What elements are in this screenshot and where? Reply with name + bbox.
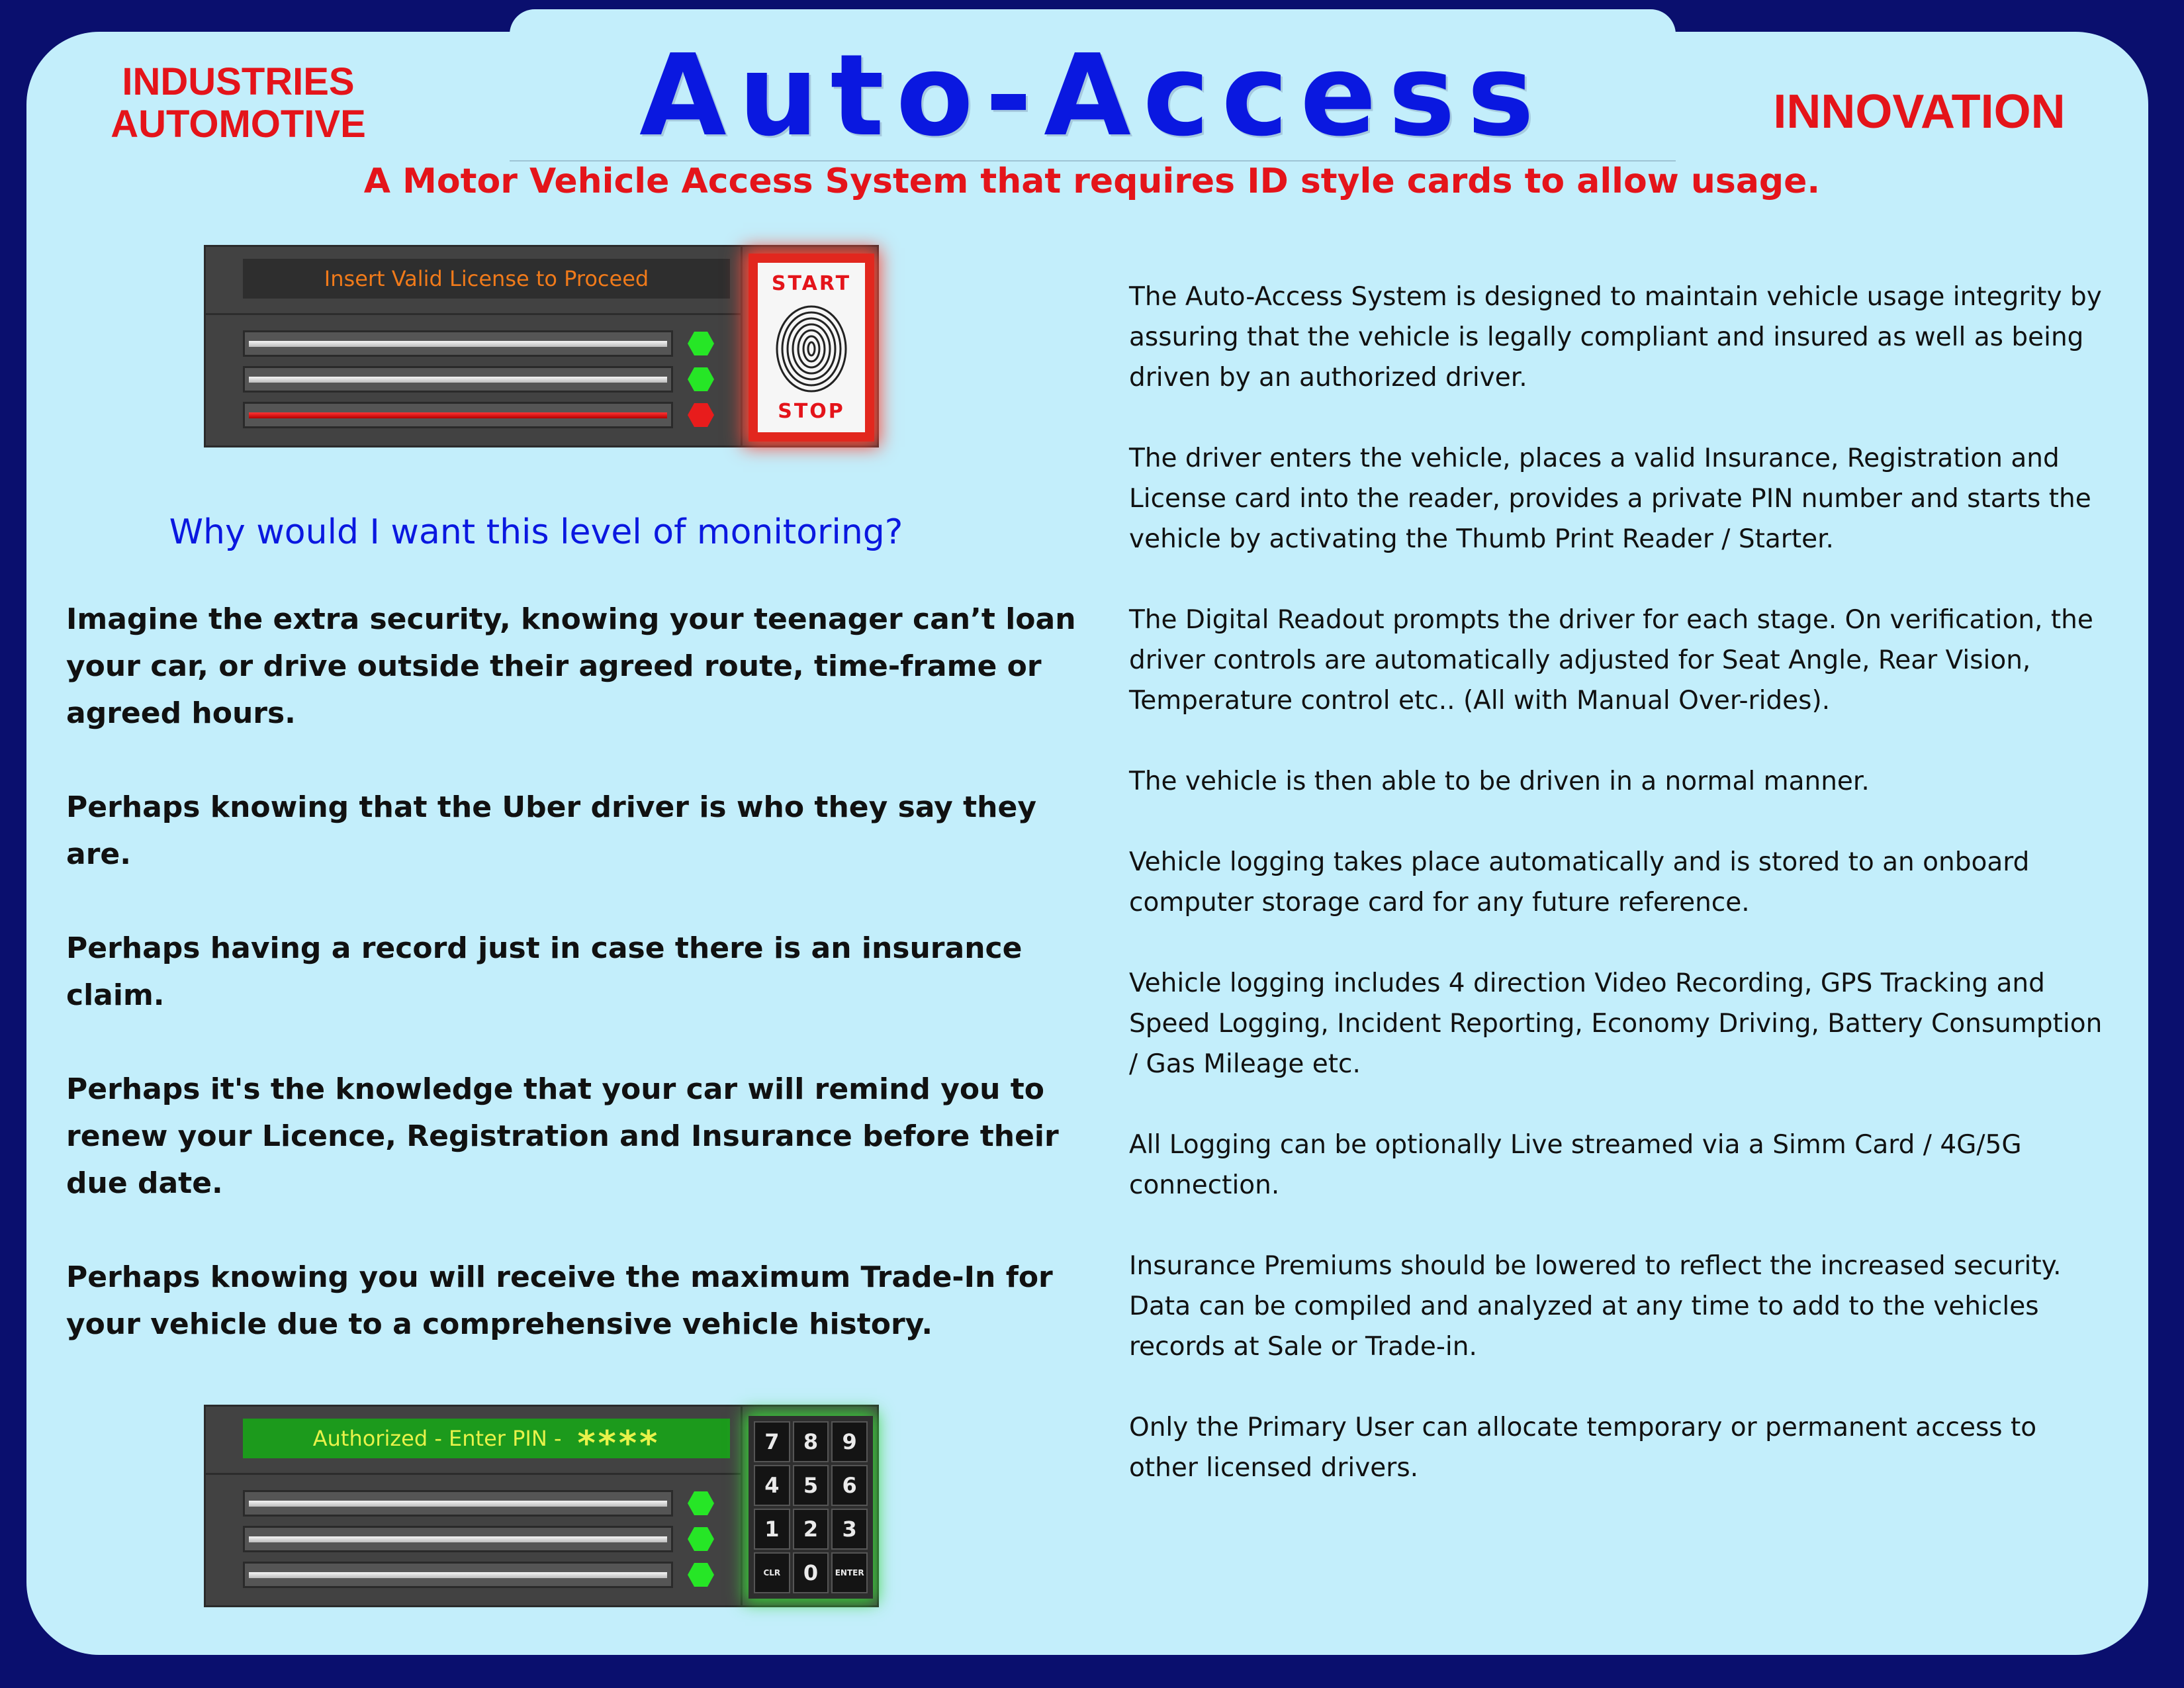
digital-readout xyxy=(243,1419,730,1464)
description-paragraph: Only the Primary User can allocate temporary or permanent access to other licensed drivers. xyxy=(1129,1413,2037,1483)
starter-stop-label: STOP xyxy=(778,400,845,423)
device-vdivider xyxy=(741,1407,743,1605)
pin-keypad xyxy=(749,1416,873,1599)
status-led-green xyxy=(688,366,714,393)
keypad-key-6[interactable]: 6 xyxy=(831,1465,868,1506)
card-slot-registration[interactable] xyxy=(243,1526,673,1552)
keypad-enter-button[interactable]: ENTER xyxy=(831,1552,868,1593)
status-led-green xyxy=(688,1526,714,1552)
industry-line2: AUTOMOTIVE xyxy=(111,103,366,146)
card-slot-insurance[interactable] xyxy=(243,1490,673,1517)
keypad-key-0[interactable]: 0 xyxy=(793,1552,829,1593)
industry-label xyxy=(99,61,377,146)
description-paragraph: The Digital Readout prompts the driver for each stage. On verification, the driver controls are automatically adjusted for Seat Angle, Rear Vision, Temperature control etc.. (All with Manual Over-rides). xyxy=(1129,605,2093,716)
page-subtitle: A Motor Vehicle Access System that requires ID style cards to allow usage. xyxy=(363,162,1821,201)
keypad-key-2[interactable]: 2 xyxy=(793,1509,829,1550)
description-paragraph: All Logging can be optionally Live streamed via a Simm Card / 4G/5G connection. xyxy=(1129,1130,2022,1200)
keypad-key-9[interactable]: 9 xyxy=(831,1421,868,1462)
card-slot-license[interactable] xyxy=(243,1562,673,1588)
starter-start-label: START xyxy=(771,272,852,295)
keypad-key-3[interactable]: 3 xyxy=(831,1509,868,1550)
description-paragraph: Vehicle logging includes 4 direction Video Recording, GPS Tracking and Speed Logging, Incident Reporting, Economy Driving, Battery Consumption / Gas Mileage etc. xyxy=(1129,968,2103,1079)
keypad-key-5[interactable]: 5 xyxy=(793,1465,829,1506)
fingerprint-icon xyxy=(772,301,850,394)
page-title: Auto-Access xyxy=(639,30,1546,162)
card-reader-device xyxy=(204,245,879,447)
question-heading: Why would I want this level of monitoring? xyxy=(169,512,903,552)
keypad-key-7[interactable]: 7 xyxy=(754,1421,790,1462)
description-paragraph: Insurance Premiums should be lowered to reflect the increased security. xyxy=(1129,1251,2062,1281)
innovation-label: INNOVATION xyxy=(1773,85,2066,138)
description-paragraph: The Auto-Access System is designed to maintain vehicle usage integrity by assuring that the vehicle is legally compliant and insured as well as being driven by an authorized driver. xyxy=(1129,282,2102,393)
system-description xyxy=(1129,277,2109,1528)
card-slot-insurance[interactable] xyxy=(243,330,673,357)
device-vdivider xyxy=(741,247,743,445)
pin-mask: **** xyxy=(577,1424,660,1464)
description-paragraph: Data can be compiled and analyzed at any time to add to the vehicles records at Sale or Trade-in. xyxy=(1129,1291,2039,1362)
status-led-green xyxy=(688,330,714,357)
thumbprint-starter-button[interactable] xyxy=(749,254,874,442)
keypad-clear-button[interactable]: CLR xyxy=(754,1552,790,1593)
readout-text: Insert Valid License to Proceed xyxy=(324,266,649,291)
benefit-paragraph: Perhaps it's the knowledge that your car will remind you to renew your Licence, Registration and Insurance before their due date. xyxy=(66,1072,1059,1200)
device-divider xyxy=(206,313,741,315)
description-paragraph: The driver enters the vehicle, places a valid Insurance, Registration and License card into the reader, provides a private PIN number and starts the vehicle by activating the Thumb Print Reader / Starter. xyxy=(1129,444,2091,554)
status-led-red xyxy=(688,402,714,428)
industry-line1: INDUSTRIES xyxy=(122,60,355,103)
description-paragraph: Vehicle logging takes place automatically and is stored to an onboard computer storage card for any future reference. xyxy=(1129,847,2030,917)
benefit-paragraph: Imagine the extra security, knowing your teenager can’t loan your car, or drive outside their agreed route, time-frame or agreed hours. xyxy=(66,602,1076,730)
starter-face xyxy=(758,263,865,432)
keypad-key-8[interactable]: 8 xyxy=(793,1421,829,1462)
card-slot-license[interactable] xyxy=(243,402,673,428)
keypad-key-1[interactable]: 1 xyxy=(754,1509,790,1550)
device-divider xyxy=(206,1473,741,1475)
status-led-green xyxy=(688,1490,714,1517)
benefit-paragraph: Perhaps having a record just in case there is an insurance claim. xyxy=(66,931,1023,1012)
benefit-paragraph: Perhaps knowing that the Uber driver is who they say they are. xyxy=(66,790,1037,871)
description-paragraph: The vehicle is then able to be driven in a normal manner. xyxy=(1129,767,1870,796)
readout-text: Authorized - Enter PIN - xyxy=(312,1426,562,1451)
keypad-key-4[interactable]: 4 xyxy=(754,1465,790,1506)
pin-entry-device xyxy=(204,1405,879,1607)
benefits-text xyxy=(66,596,1085,1395)
status-led-green xyxy=(688,1562,714,1588)
digital-readout xyxy=(243,259,730,299)
benefit-paragraph: Perhaps knowing you will receive the maximum Trade-In for your vehicle due to a comprehensive vehicle history. xyxy=(66,1260,1053,1341)
card-slot-registration[interactable] xyxy=(243,366,673,393)
